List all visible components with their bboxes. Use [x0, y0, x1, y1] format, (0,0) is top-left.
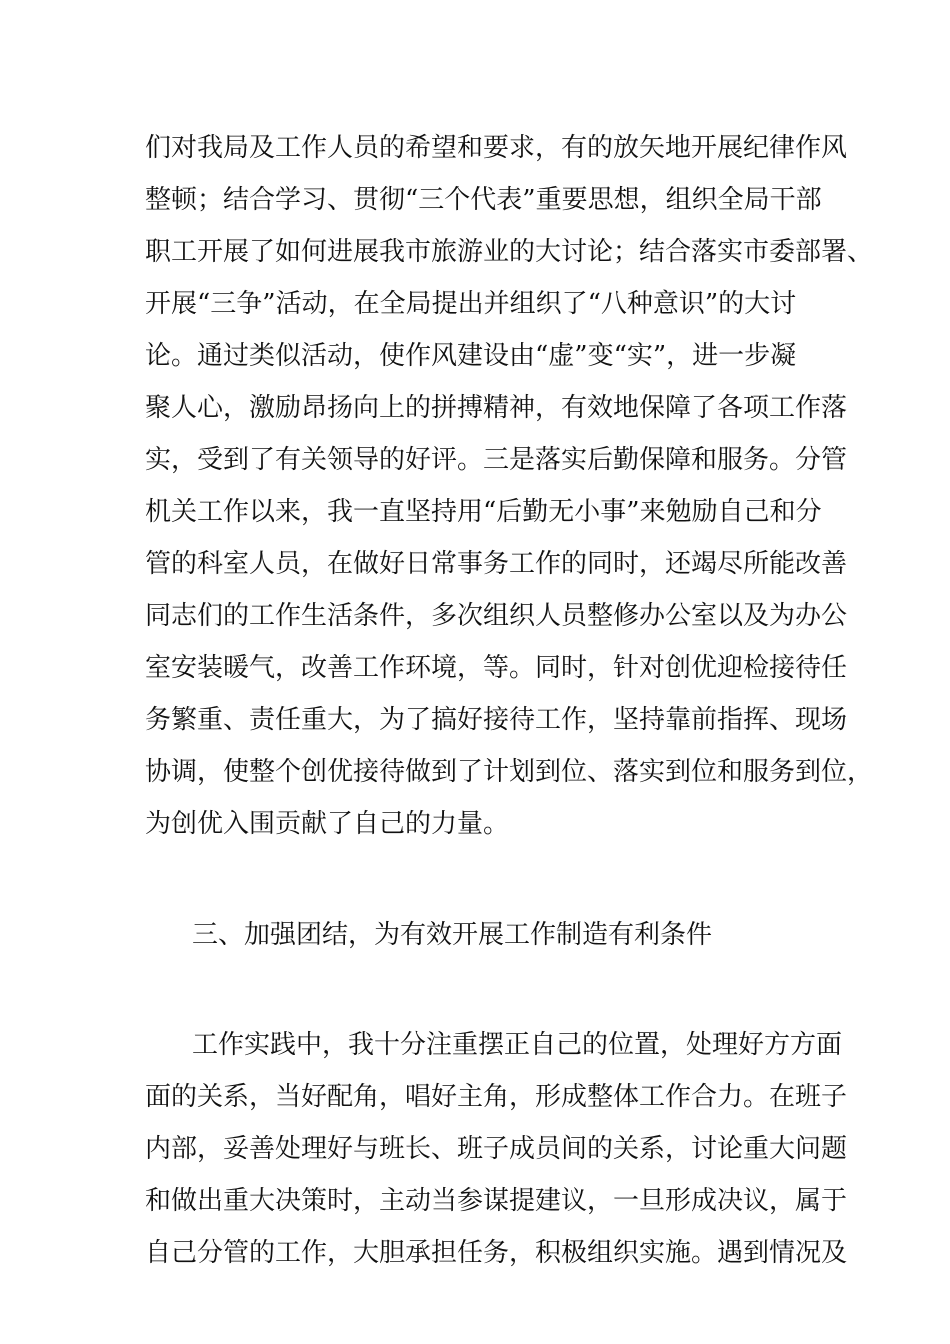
paragraph-line: 和做出重大决策时，主动当参谋提建议，一旦形成决议，属于: [145, 1186, 848, 1216]
paragraph-line: 论。通过类似活动，使作风建设由“虚”变“实”，进一步凝: [145, 341, 797, 371]
paragraph-line: 们对我局及工作人员的希望和要求，有的放矢地开展纪律作风: [145, 133, 848, 163]
paragraph-line: 聚人心，激励昂扬向上的拼搏精神，有效地保障了各项工作落: [145, 393, 848, 423]
paragraph-line: 同志们的工作生活条件，多次组织人员整修办公室以及为办公: [145, 601, 848, 631]
paragraph-line: 开展“三争”活动，在全局提出并组织了“八种意识”的大讨: [145, 289, 797, 319]
paragraph-line: 整顿；结合学习、贯彻“三个代表”重要思想，组织全局干部: [145, 185, 822, 215]
paragraph-line: 面的关系，当好配角，唱好主角，形成整体工作合力。在班子: [145, 1082, 848, 1112]
paragraph-line: 务繁重、责任重大，为了搞好接待工作，坚持靠前指挥、现场: [145, 705, 848, 735]
paragraph-line: 协调，使整个创优接待做到了计划到位、落实到位和服务到位，: [145, 757, 874, 787]
paragraph-line: 职工开展了如何进展我市旅游业的大讨论；结合落实市委部署、: [145, 237, 874, 267]
paragraph-line: 室安装暖气，改善工作环境，等。同时，针对创优迎检接待任: [145, 653, 848, 683]
paragraph-line: 内部，妥善处理好与班长、班子成员间的关系，讨论重大问题: [145, 1134, 848, 1164]
paragraph-line: 工作实践中，我十分注重摆正自己的位置，处理好方方面: [192, 1030, 843, 1060]
paragraph-line: 机关工作以来，我一直坚持用“后勤无小事”来勉励自己和分: [145, 497, 822, 527]
paragraph-line: 实，受到了有关领导的好评。三是落实后勤保障和服务。分管: [145, 445, 848, 475]
section-heading: 三、加强团结，为有效开展工作制造有利条件: [192, 920, 713, 950]
paragraph-line: 为创优入围贡献了自己的力量。: [145, 809, 510, 839]
paragraph-line: 管的科室人员，在做好日常事务工作的同时，还竭尽所能改善: [145, 549, 848, 579]
paragraph-line: 自己分管的工作，大胆承担任务，积极组织实施。遇到情况及: [145, 1238, 848, 1268]
